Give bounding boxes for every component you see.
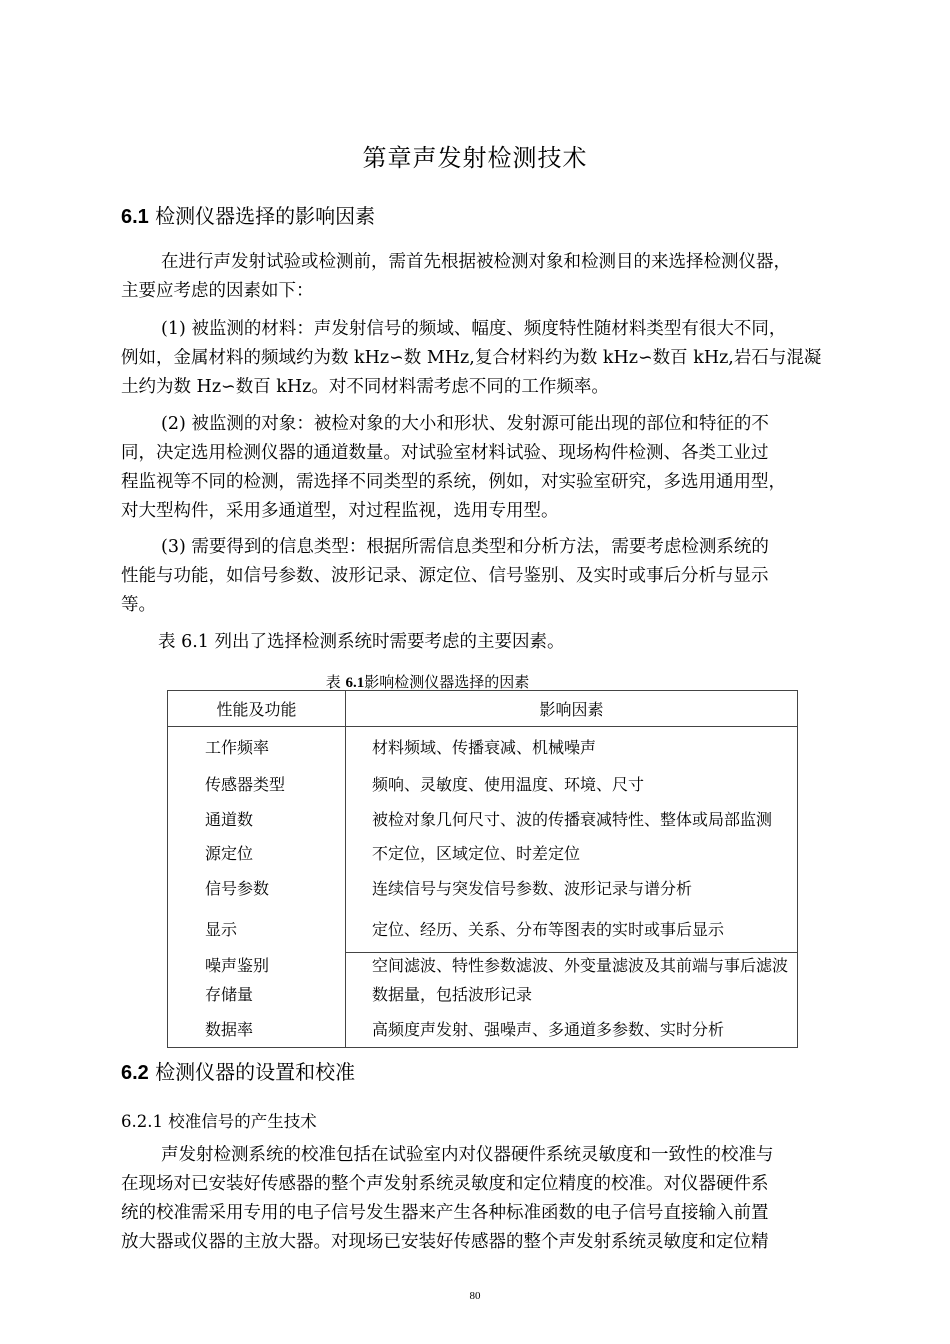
table-row <box>168 1011 798 1048</box>
table-row <box>168 727 798 767</box>
table-header-row <box>168 691 798 727</box>
feature-cell: 显示 <box>168 905 346 953</box>
feature-cell: 数据率 <box>168 1011 346 1048</box>
feature-cell: 信号参数 <box>168 870 346 905</box>
factors-cell: 被检对象几何尺寸、波的传播衰减特性、整体或局部监测 <box>346 801 798 836</box>
paragraph-line: 主要应考虑的因素如下： <box>121 281 314 301</box>
factors-cell: 连续信号与突发信号参数、波形记录与谱分析 <box>346 870 798 905</box>
section-number: 6.2 <box>121 1062 149 1084</box>
paragraph-line: (2) 被监测的对象：被检对象的大小和形状、发射源可能出现的部位和特征的不 <box>161 414 769 434</box>
paragraph-line: 对大型构件，采用多通道型，对过程监视，选用专用型。 <box>121 501 559 521</box>
page-number: 80 <box>469 1290 481 1302</box>
table-row <box>168 767 798 801</box>
section-heading-6-1 <box>121 200 375 229</box>
factors-cell: 高频度声发射、强噪声、多通道多参数、实时分析 <box>346 1011 798 1048</box>
paragraph-line: 程监视等不同的检测，需选择不同类型的系统，例如，对实验室研究，多选用通用型， <box>121 472 786 492</box>
caption-prefix: 表 <box>325 673 341 691</box>
feature-cell: 传感器类型 <box>168 767 346 801</box>
caption-text: 影响检测仪器选择的因素 <box>364 673 530 691</box>
feature-cell: 噪声鉴别 <box>168 953 346 977</box>
paragraph-line: 等。 <box>121 595 156 615</box>
paragraph-line: 表 6.1 列出了选择检测系统时需要考虑的主要因素。 <box>158 632 565 652</box>
factors-cell: 材料频域、传播衰减、机械噪声 <box>346 727 798 767</box>
table-row <box>168 870 798 905</box>
table-row <box>168 953 798 977</box>
paragraph-line: 放大器或仪器的主放大器。对现场已安装好传感器的整个声发射系统灵敏度和定位精 <box>121 1232 769 1252</box>
factors-cell: 不定位，区域定位、时差定位 <box>346 836 798 870</box>
section-title: 检测仪器的设置和校准 <box>155 1060 356 1084</box>
paragraph-line: (3) 需要得到的信息类型：根据所需信息类型和分析方法，需要考虑检测系统的 <box>161 537 769 557</box>
feature-cell: 存储量 <box>168 977 346 1011</box>
table-row <box>168 905 798 953</box>
paragraph-line: (1) 被监测的材料：声发射信号的频域、幅度、频度特性随材料类型有很大不同， <box>161 319 787 339</box>
header-feature: 性能及功能 <box>168 691 346 727</box>
feature-cell: 工作频率 <box>168 727 346 767</box>
intro-paragraph <box>121 248 841 306</box>
calibration-paragraph <box>121 1141 841 1257</box>
section-number: 6.1 <box>121 206 149 228</box>
table-row <box>168 977 798 1011</box>
factors-cell: 数据量，包括波形记录 <box>346 977 798 1011</box>
table-row <box>168 836 798 870</box>
factors-table <box>167 690 798 1048</box>
header-factors: 影响因素 <box>346 691 798 727</box>
factors-cell: 频响、灵敏度、使用温度、环境、尺寸 <box>346 767 798 801</box>
paragraph-line: 同，决定选用检测仪器的通道数量。对试验室材料试验、现场构件检测、各类工业过 <box>121 443 769 463</box>
table-caption <box>0 671 855 692</box>
factors-cell: 定位、经历、关系、分布等图表的实时或事后显示 <box>346 905 798 953</box>
caption-number: 6.1 <box>345 675 365 691</box>
paragraph-line: 例如，金属材料的频域约为数 kHz∽数 MHz,复合材料约为数 kHz∽数百 kHz,岩石与混凝 <box>121 348 822 368</box>
paragraph-line: 在现场对已安装好传感器的整个声发射系统灵敏度和定位精度的校准。对仪器硬件系 <box>121 1174 769 1194</box>
paragraph-line: 在进行声发射试验或检测前，需首先根据被检测对象和检测目的来选择检测仪器， <box>161 252 791 272</box>
feature-cell: 源定位 <box>168 836 346 870</box>
table-row <box>168 801 798 836</box>
paragraph-line: 土约为数 Hz∽数百 kHz。对不同材料需考虑不同的工作频率。 <box>121 377 609 397</box>
table-intro-paragraph <box>121 628 841 657</box>
factor-info-paragraph <box>121 533 841 620</box>
factor-object-paragraph <box>121 410 841 526</box>
paragraph-line: 声发射检测系统的校准包括在试验室内对仪器硬件系统灵敏度和一致性的校准与 <box>161 1145 774 1165</box>
subsection-heading-6-2-1: 6.2.1 校准信号的产生技术 <box>121 1112 317 1131</box>
feature-cell: 通道数 <box>168 801 346 836</box>
paragraph-line: 统的校准需采用专用的电子信号发生器来产生各种标准函数的电子信号直接输入前置 <box>121 1203 769 1223</box>
paragraph-line: 性能与功能，如信号参数、波形记录、源定位、信号鉴别、及实时或事后分析与显示 <box>121 566 769 586</box>
section-heading-6-2 <box>121 1056 355 1085</box>
chapter-title: 第章声发射检测技术 <box>362 144 588 172</box>
factor-material-paragraph <box>121 315 841 402</box>
factors-cell: 空间滤波、特性参数滤波、外变量滤波及其前端与事后滤波 <box>346 953 798 977</box>
section-title: 检测仪器选择的影响因素 <box>155 204 376 228</box>
